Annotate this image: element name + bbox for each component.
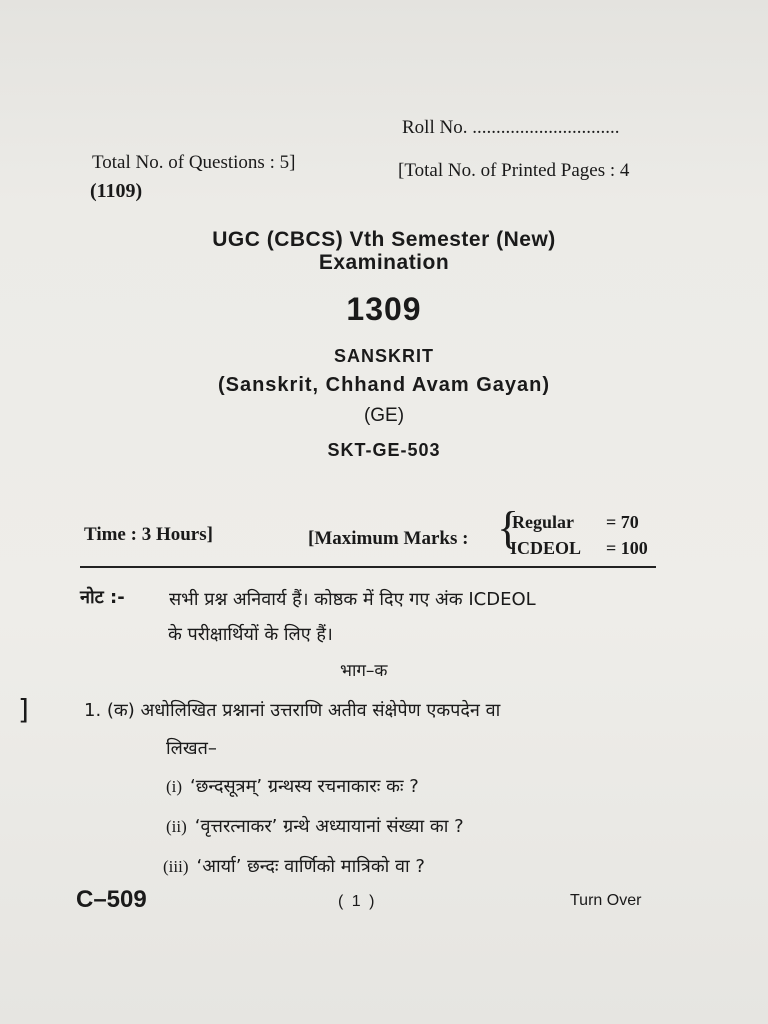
subject-name: SANSKRIT: [333, 346, 434, 366]
sub-question: [163, 854, 425, 878]
total-questions: Total No. of Questions : 5]: [92, 152, 296, 173]
total-printed-pages: [Total No. of Printed Pages : 4: [398, 160, 630, 181]
header-divider: [80, 566, 656, 568]
question1-line2: लिखत–: [166, 738, 217, 759]
note-label: नोट :-: [80, 587, 125, 608]
sub-question-text: ‘आर्या’ छन्दः वार्णिको मात्रिको वा ?: [196, 856, 425, 877]
footer-code: C–509: [76, 886, 147, 913]
sub-question-text: ‘छन्दसूत्रम्’ ग्रन्थस्य रचनाकारः कः ?: [190, 776, 419, 797]
paper-type: (GE): [363, 405, 405, 426]
sub-question-number: (iii): [163, 857, 189, 876]
marks-brace: {: [497, 502, 520, 553]
icdeol-marks-value: = 100: [606, 538, 648, 558]
exam-title-line1: UGC (CBCS) Vth Semester (New): [212, 228, 556, 251]
exam-title-line2: Examination: [318, 251, 450, 274]
question1-line1: 1. (क) अधोलिखित प्रश्नानां उत्तराणि अतीव संक्षेपेण एकपदेन वा: [84, 700, 501, 721]
note-line1: सभी प्रश्न अनिवार्य हैं। कोष्ठक में दिए गए अंक ICDEOL: [169, 589, 536, 610]
regular-marks-value: = 70: [606, 512, 639, 532]
sub-question: [166, 774, 419, 798]
course-code: SKT-GE-503: [327, 440, 441, 460]
section-heading: भाग–क: [340, 661, 388, 681]
sub-question-number: (i): [166, 777, 183, 796]
turn-over-label: Turn Over: [570, 892, 642, 909]
subject-subtitle: (Sanskrit, Chhand Avam Gayan): [217, 374, 551, 396]
sub-question: [166, 814, 464, 838]
roll-number-field: Roll No. ...............................: [402, 117, 620, 138]
paper-code: 1309: [346, 291, 422, 327]
exam-code: (1109): [90, 180, 143, 202]
page-number: ( 1 ): [338, 893, 377, 910]
sub-question-number: (ii): [166, 817, 187, 836]
margin-bracket: ]: [18, 693, 29, 726]
regular-marks-label: Regular: [512, 512, 574, 532]
sub-question-text: ‘वृत्तरत्नाकर’ ग्रन्थे अध्यायानां संख्या का ?: [194, 816, 464, 837]
note-line2: के परीक्षार्थियों के लिए हैं।: [168, 624, 333, 645]
exam-time: Time : 3 Hours]: [84, 524, 213, 545]
icdeol-marks-label: ICDEOL: [510, 538, 582, 558]
max-marks-label: [Maximum Marks :: [308, 528, 469, 549]
